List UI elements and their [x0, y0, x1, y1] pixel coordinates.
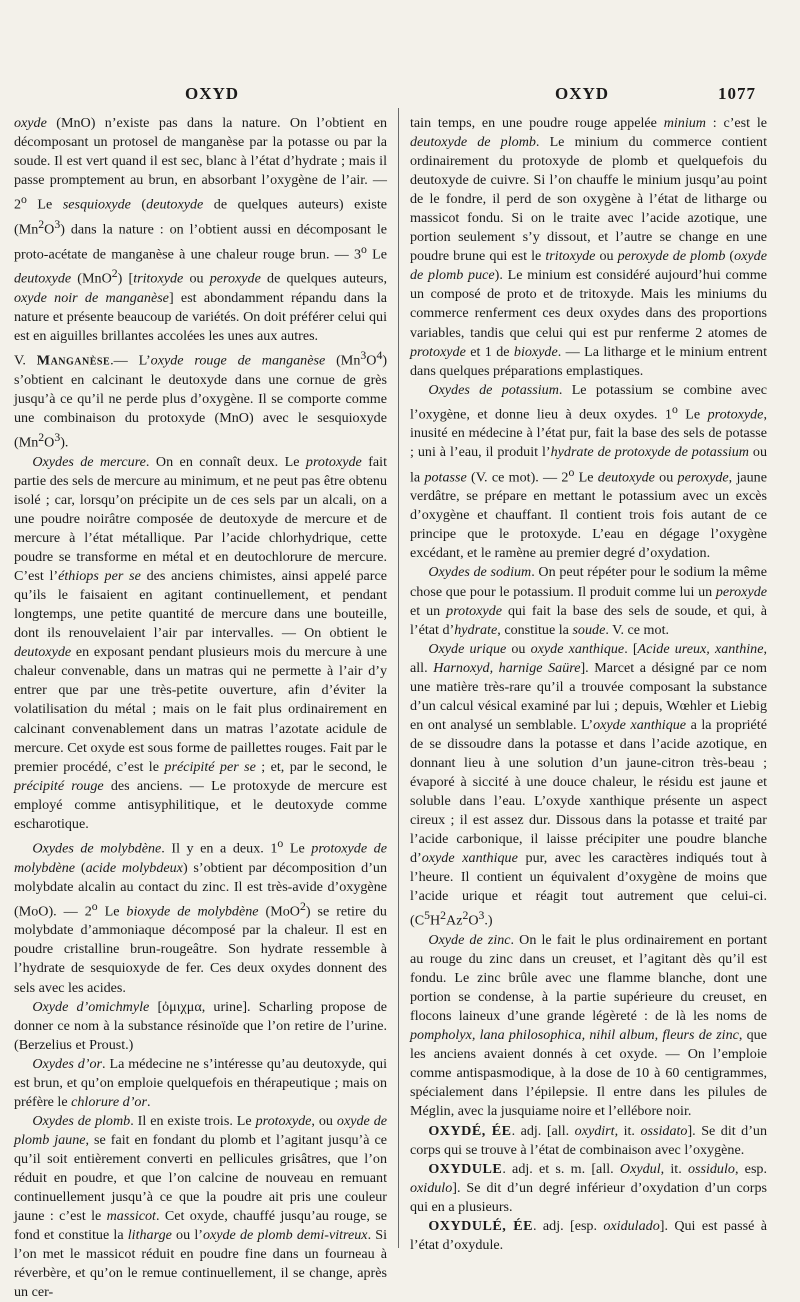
column-divider	[398, 108, 399, 1248]
paragraph: Oxyde urique ou oxyde xanthique. [Acide ureux, xanthine, all. Harnoxyd, harnige Saüre]. Marcet a désigné par ce nom une matière très-rare qu’il a trouvée composant la substance d’un calcul vésical examiné par lui ; depuis, Wœhler et Liebig en ont analysé un semblable. L’oxyde xanthique a la propriété de se dissoudre dans la potasse et dans l’acide azotique, en donnant lieu à une solution d’un jaune-citron très-beau ; évaporé à siccité à une douce chaleur, le résidu est jaune et soluble dans l’eau. L’oxyde xanthique présente un aspect cireux ; il est assez dur. Dissous dans la potasse et traité par l’acide carbonique, il laisse précipiter une poudre blanche d’oxyde xanthique pur, avec les caractères indiqués tout à l’heure. Il contient un équivalent d’oxygène de moins que l’acide urique et réagit tout autrement que celui-ci. $(C^5H^2Az^2O^3.)$	[410, 640, 768, 929]
paragraph: OXYDULE. adj. et s. m. [all. Oxydul, it. ossidulo, esp. oxidulo]. Se dit d’un degré inférieur d’oxydation d’un corps qui en a plusieurs.	[410, 1160, 767, 1215]
page-number: 1077	[718, 84, 756, 103]
right-column	[410, 114, 767, 1255]
paragraph: Oxydes de sodium. On peut répéter pour le sodium la même chose que pour le potassium. Il produit comme lui un peroxyde et un protoxyde qui fait la base des sels de soude, et qui, à l’état d’hydrate, constitue la soude. V. ce mot.	[410, 564, 768, 638]
paragraph: Oxydes de mercure. On en connaît deux. Le protoxyde fait partie des sels de mercure au minimum, et ne peut pas être obtenu isolé ; car, lorsqu’on précipite un de ces sels par un alcali, on a une poudre noirâtre composée de deutoxyde de mercure et de mercure à l’état métallique. Par l’acide chlorhydrique, cette poudre se transforme en métal et en deutochlorure de mercure. C’est l’éthiops per se des anciens chimistes, ainsi appelé parce qu’ils le faisaient en agitant continuellement, et pendant longtemps, une petite quantité de mercure dans une bouteille, dont ils renouvelaient l’air par intervalles. — On obtient le deutoxyde en exposant pendant plusieurs mois du mercure à une chaleur convenable, dans un matras qui ne permette à l’air d’y entrer que par une très-petite ouverture, afin d’éviter la volatilisation du métal ; mais on le fait plus ordinairement en calcinant convenablement dans un matras l’azotate acidule de mercure. Cet oxyde est sous forme de paillettes rouges. Fait par le premier procédé, c’est le précipité per se ; et, par le second, le précipité rouge des anciens. — Le protoxyde de mercure est employé comme antisyphilitique, et le deutoxyde comme escharotique.	[14, 453, 388, 832]
paragraph: OXYDULÉ, ÉE. adj. [esp. oxidulado]. Qui est passé à l’état d’oxydule.	[410, 1217, 768, 1253]
paragraph: Oxyde de zinc. On le fait le plus ordinairement en portant au rouge du zinc dans un creuset, et l’agitant dès qu’il est fondu. Le zinc brûle avec une flamme blanche, dont une portion se condense, à la partie supérieure du creuset, en flocons laineux d’une grande légèreté : de là les noms de pompholyx, lana philosophica, nihil album, fleurs de zinc, que les anciens avaient donnés à cet oxyde. — On l’emploie comme antispasmodique, à la dose de 10 à 60 centigrammes, spécialement dans l’épilepsie. Il entre dans les pilules de Méglin, avec la jusquiame noire et l’ellébore noir.	[410, 932, 767, 1120]
paragraph: V. Manganèse.— L’oxyde rouge de manganèse $(Mn^3O^4)$ s’obtient en calcinant le deutoxyde dans une cornue de grès jusqu’à ce qu’il ne perde plus d’oxygène. Il se comporte comme une combinaison du protoxyde (MnO) avec le sesquioxyde $(Mn^2O^3)$.	[14, 349, 388, 451]
paragraph: OXYDÉ, ÉE. adj. [all. oxydirt, it. ossidato]. Se dit d’un corps qui se trouve à l’état de combinaison avec l’oxygène.	[410, 1122, 768, 1158]
left-column	[14, 114, 387, 1302]
paragraph: tain temps, en une poudre rouge appelée minium : c’est le deutoxyde de plomb. Le minium du commerce contient ordinairement du protoxyde de plomb et quelquefois du deutoxyde de cuivre. Si l’on chauffe le minium jusqu’au point de le fondre, il perd de son oxygène à l’état de litharge ou massicot fondu. Si on le traite avec l’acide azotique, une portion seulement s’y dissout, et l’autre se change en une poudre brune qui est le tritoxyde ou peroxyde de plomb (oxyde de plomb puce). Le minium est considéré aujourd’hui comme un composé de proto et de tritoxyde. Mais les miniums du commerce renferment ces deux oxydes dans des proportions variables, tandis que celui qui est pur renferme 2 atomes de protoxyde et 1 de bioxyde. — La litharge et le minium entrent dans quelques préparations emplastiques.	[410, 115, 767, 379]
paragraph: Oxydes de potassium. Le potassium se combine avec l’oxygène, et donne lieu à deux oxydes. 1$^o$ Le protoxyde, inusité en médecine à l’état pur, fait la base des sels de potasse ; uni à l’eau, il produit l’hydrate de protoxyde de potassium ou la potasse (V. ce mot). — 2$^o$ Le deutoxyde ou peroxyde, jaune verdâtre, se prépare en mettant le potassium avec un excès d’oxygène et chauffant. Il contient trois fois autant de ce principe que le protoxyde. L’eau en dégage l’oxygène excédant, et le ramène au premier degré d’oxydation.	[410, 381, 767, 562]
running-head-left: OXYD	[185, 84, 240, 103]
paragraph: Oxydes de plomb. Il en existe trois. Le protoxyde, ou oxyde de plomb jaune, se fait en fondant du plomb et l’agitant jusqu’à ce qu’il soit entièrement converti en pellicules grisâtres, que l’on réduit en poudre, et que l’on calcine de nouveau en remuant continuellement jusqu’à ce que la poudre ait pris une couleur jaune : c’est le massicot. Cet oxyde, chauffé jusqu’au rouge, se fond et constitue la litharge ou l’oxyde de plomb demi-vitreux. Si l’on met le massicot réduit en poudre fine dans un fourneau à réverbère, et qu’on le remue continuellement, il se change, après un cer-	[14, 1112, 388, 1301]
paragraph: Oxyde d’omichmyle [ὀμιχμα, urine]. Scharling propose de donner ce nom à la substance résinoïde que l’on retire de l’urine. (Berzelius et Proust.)	[14, 998, 387, 1053]
paragraph: oxyde (MnO) n’existe pas dans la nature. On l’obtient en décomposant un protosel de manganèse par la potasse ou par la soude. Il est vert quand il est sec, blanc à l’état d’hydrate ; mais il passe promptement au brun, en absorbant l’oxygène de l’air. — 2$^o$ Le sesquioxyde (deutoxyde de quelques auteurs) existe $(Mn^2O^3)$ dans la nature : on l’obtient aussi en décomposant le proto-acétate de manganèse à une chaleur rouge brun. — 3$^o$ Le deutoxyde (MnO$^2$) [tritoxyde ou peroxyde de quelques auteurs, oxyde noir de manganèse] est abondamment répandu dans la nature et présente beaucoup de variétés. On doit préférer celui qui est en aiguilles brillantes accolées les unes aux autres.	[14, 115, 387, 345]
paragraph: Oxydes de molybdène. Il y en a deux. 1$^o$ Le protoxyde de molybdène (acide molybdeux) s’obtient par décomposition d’un molybdate alcalin au contact du zinc. Il est très-avide d’oxygène (MoO). — 2$^o$ Le bioxyde de molybdène (MoO$^2$) se retire du molybdate d’ammoniaque décomposé par la chaleur. Il est en poudre cristalline brun-rougeâtre. Son hydrate ressemble à l’hydrate de sesquioxyde de fer. Ces deux oxydes donnent des sels avec les acides.	[14, 836, 387, 996]
running-head-right: OXYD	[555, 84, 610, 103]
paragraph: Oxydes d’or. La médecine ne s’intéresse qu’au deutoxyde, qui est brun, et qu’on emploie quelquefois en thérapeutique ; mais on préfère le chlorure d’or.	[14, 1055, 387, 1110]
